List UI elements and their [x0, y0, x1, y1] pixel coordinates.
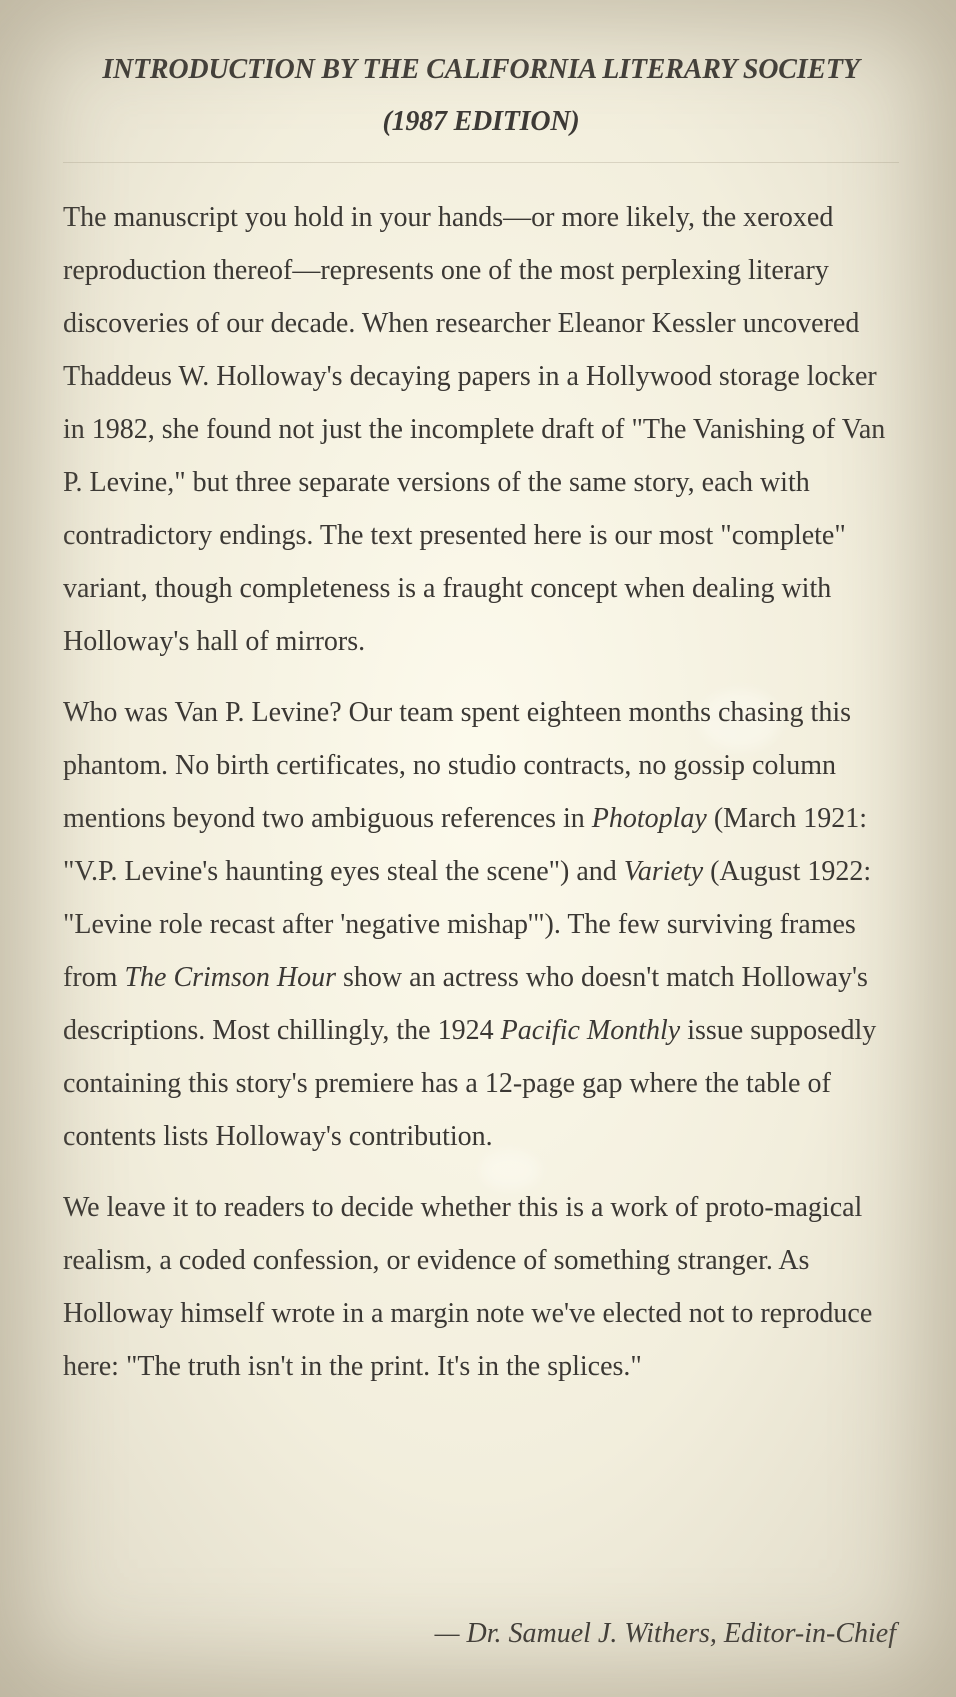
- publication-title: Pacific Monthly: [500, 1015, 681, 1046]
- paragraph-2: [63, 686, 899, 1163]
- paragraph-3: We leave it to readers to decide whether this is a work of proto-magical realism, a coded confession, or evidence of something stranger. As Holloway himself wrote in a margin note we've elected not to reproduce here: "The truth isn't in the print. It's in the splices.": [63, 1192, 873, 1382]
- paragraph-1: The manuscript you hold in your hands—or more likely, the xeroxed reproduction thereof—represents one of the most perplexing literary discoveries of our decade. When researcher Eleanor Kessler uncovered Thaddeus W. Holloway's decaying papers in a Hollywood storage locker in 1982, she found not just the incomplete draft of "The Vanishing of Van P. Levine," but three separate versions of the same story, each with contradictory endings. The text presented here is our most "complete" variant, though completeness is a fraught concept when dealing with Holloway's hall of mirrors.: [63, 202, 886, 657]
- heading-divider: [63, 162, 899, 163]
- heading-line-1: INTRODUCTION BY THE CALIFORNIA LITERARY SOCIETY: [102, 54, 860, 85]
- signature: — Dr. Samuel J. Withers, Editor-in-Chief: [434, 1618, 896, 1649]
- publication-title: Variety: [623, 856, 704, 887]
- film-title: The Crimson Hour: [124, 962, 337, 993]
- introduction-text: [63, 44, 899, 1393]
- intro-heading: [63, 44, 899, 148]
- paragraph-2-text: (August 1922: "Levine role recast after 'negative mishap'"). The few surviving frames from: [63, 856, 872, 993]
- paragraph-2-text: show an actress who doesn't match Holloway's descriptions. Most chillingly, the 1924: [63, 962, 868, 1046]
- heading-line-2: (1987 EDITION): [382, 106, 580, 137]
- paragraph-2-text: (March 1921: "V.P. Levine's haunting eyes steal the scene") and: [63, 803, 868, 887]
- paragraph-2-text: Who was Van P. Levine? Our team spent eighteen months chasing this phantom. No birth certificates, no studio contracts, no gossip column mentions beyond two ambiguous references in: [63, 697, 851, 834]
- paragraph-2-text: issue supposedly containing this story's premiere has a 12-page gap where the table of contents lists Holloway's contribution.: [63, 1015, 877, 1152]
- publication-title: Photoplay: [591, 803, 707, 834]
